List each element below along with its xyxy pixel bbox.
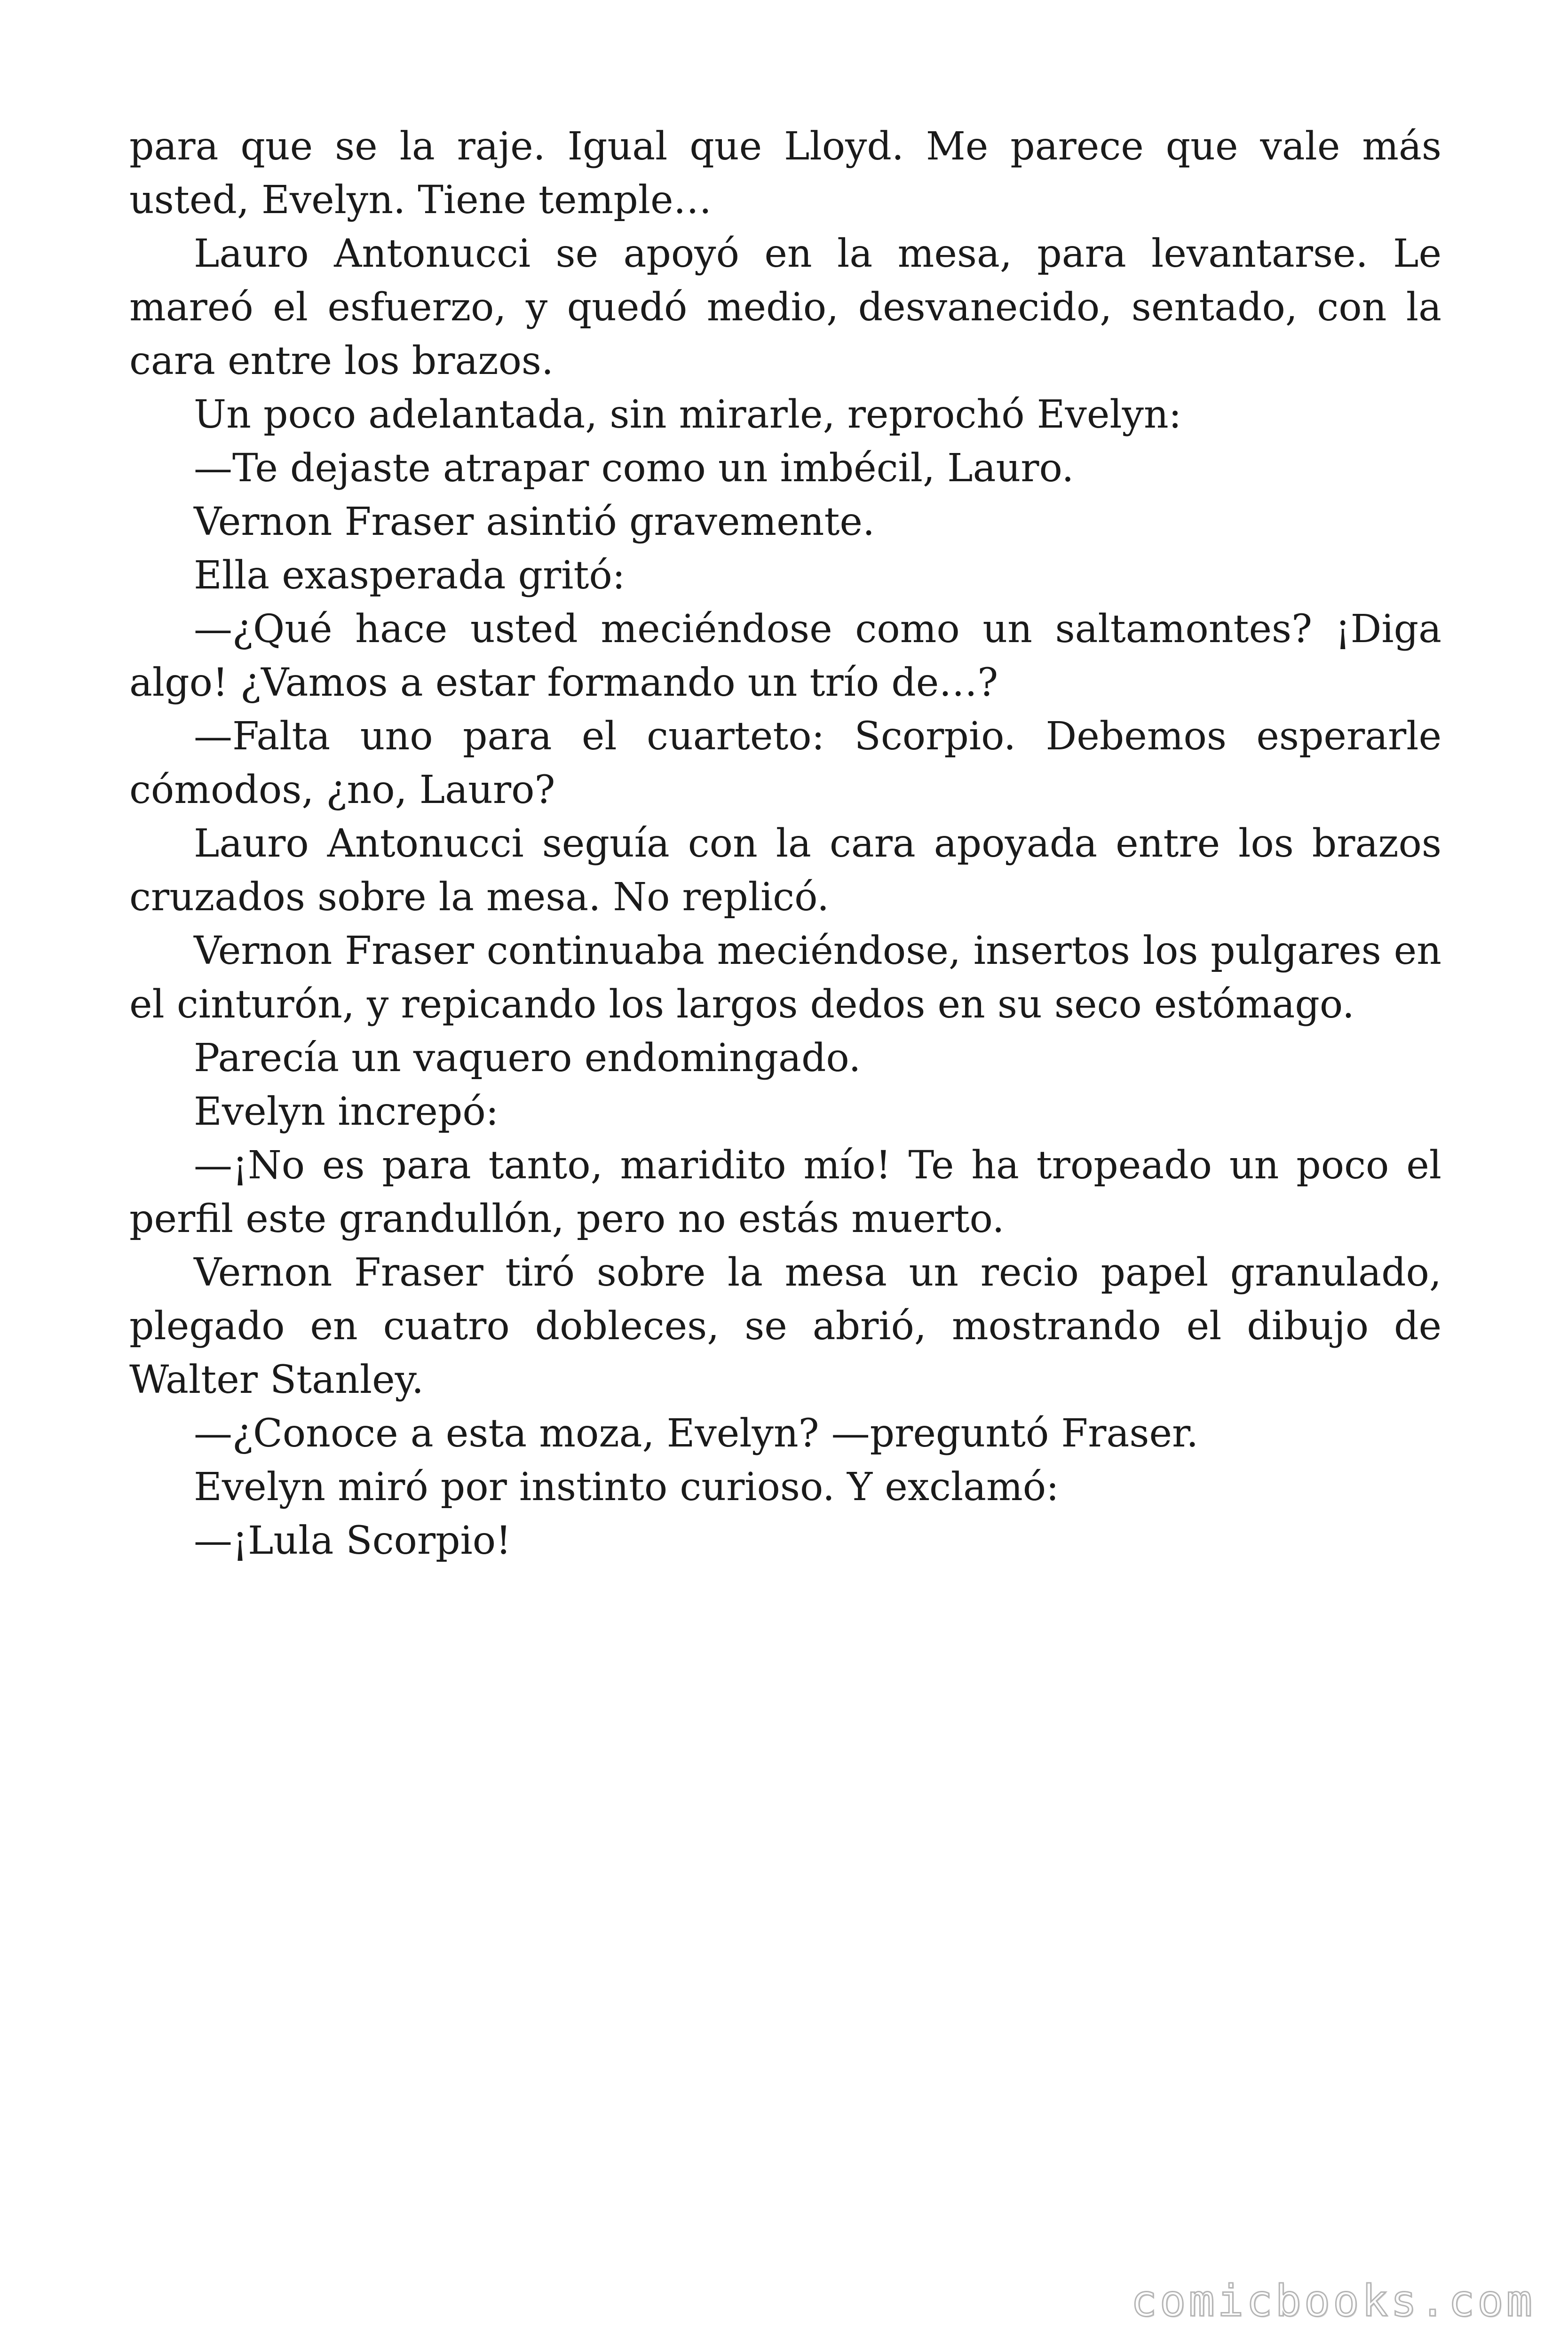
paragraph-15: —¿Conoce a esta moza, Evelyn? —preguntó Fraser. [194,1411,1199,1456]
watermark: comicbooks.com [1131,2276,1535,2326]
paragraph-5: Vernon Fraser asintió gravemente. [194,500,875,544]
paragraph-6: Ella exasperada gritó: [194,553,626,598]
paragraph-4: —Te dejaste atrapar como un imbécil, Lauro. [194,446,1074,491]
body-text [129,120,1441,1568]
paragraph-11: Parecía un vaquero endomingado. [194,1036,861,1081]
paragraph-13: —¡No es para tanto, maridito mío! Te ha tropeado un poco el perfil este grandullón, pero no estás muerto. [129,1143,1441,1241]
paragraph-14: Vernon Fraser tiró sobre la mesa un recio papel granulado, plegado en cuatro dobleces, se abrió, mostrando el dibujo de Walter Stanley. [129,1250,1441,1402]
paragraph-10: Vernon Fraser continuaba meciéndose, insertos los pulgares en el cinturón, y repicando los largos dedos en su seco estómago. [129,929,1441,1027]
paragraph-3: Un poco adelantada, sin mirarle, reprochó Evelyn: [194,392,1182,437]
paragraph-9: Lauro Antonucci seguía con la cara apoyada entre los brazos cruzados sobre la mesa. No replicó. [129,821,1441,920]
paragraph-1: para que se la raje. Igual que Lloyd. Me parece que vale más usted, Evelyn. Tiene temple… [129,124,1441,222]
paragraph-8: —Falta uno para el cuarteto: Scorpio. Debemos esperarle cómodos, ¿no, Lauro? [129,714,1441,812]
paragraph-17: —¡Lula Scorpio! [194,1518,512,1563]
paragraph-12: Evelyn increpó: [194,1089,499,1134]
paragraph-16: Evelyn miró por instinto curioso. Y exclamó: [194,1465,1059,1510]
paragraph-2: Lauro Antonucci se apoyó en la mesa, para levantarse. Le mareó el esfuerzo, y quedó medio, desvanecido, sentado, con la cara entre los brazos. [129,231,1441,383]
paragraph-7: —¿Qué hace usted meciéndose como un saltamontes? ¡Diga algo! ¿Vamos a estar formando un trío de…? [129,607,1441,705]
